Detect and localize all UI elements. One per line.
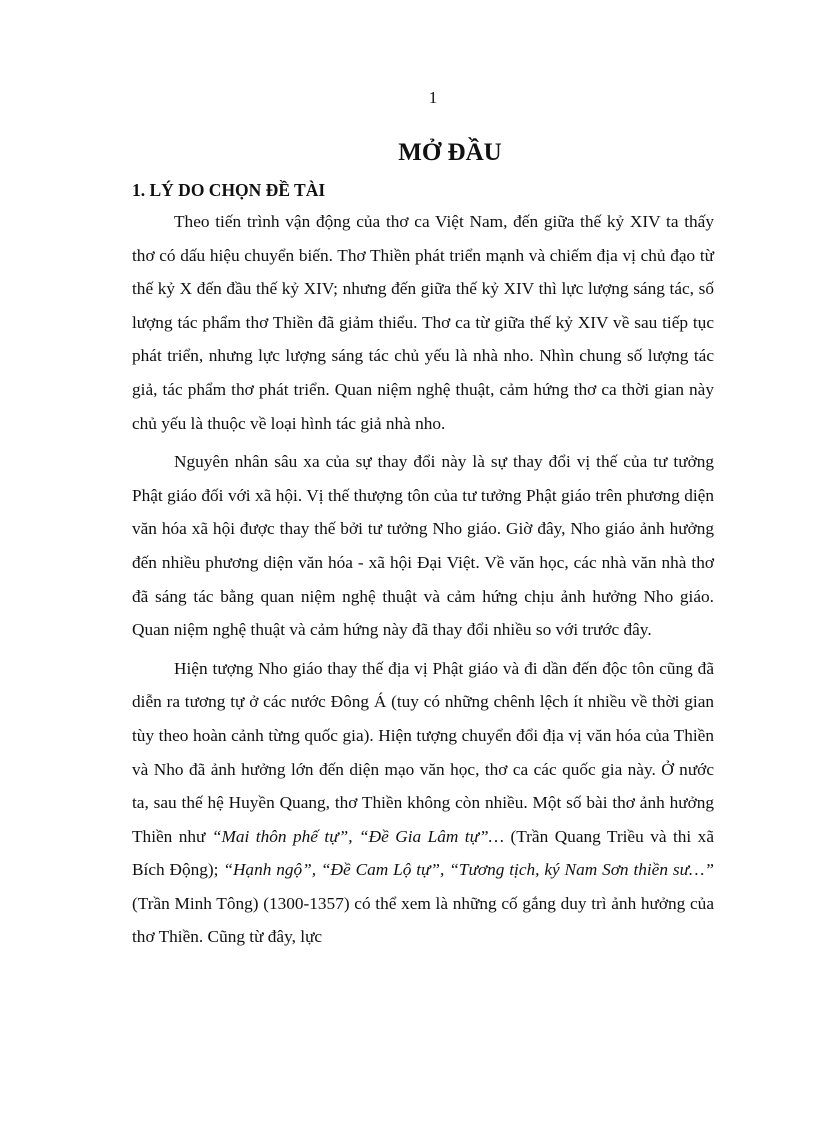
paragraph-3-text-2: (Trần Quang Triều và thi xã Bích Động); [132,826,714,880]
paragraph-3 [132,652,714,954]
document-title: MỞ ĐẦU [398,139,502,166]
paragraph-3-text-1: Hiện tượng Nho giáo thay thế địa vị Phật giáo và đi dần đến độc tôn cũng đã diễn ra tương tự ở các nước Đông Á (tuy có những chênh lệch ít nhiều về thời gian tùy theo hoàn cảnh từng quốc gia). Hiện tượng chuyển đổi địa vị văn hóa của Thiền và Nho đã ảnh hưởng lớn đến diện mạo văn học, thơ ca các quốc gia này. Ở nước ta, sau thế hệ Huyền Quang, thơ Thiền không còn nhiều. Một số bài thơ ảnh hưởng Thiền như [132,658,714,846]
page-number: 1 [428,88,438,107]
poem-titles-2: “Hạnh ngộ”, “Đề Cam Lộ tự”, “Tương tịch, ký Nam Sơn thiền sư…” [223,860,714,880]
poem-titles-1: “Mai thôn phế tự”, “Đề Gia Lâm tự”… [211,826,505,846]
section-heading: 1. LÝ DO CHỌN ĐỀ TÀI [132,180,326,200]
paragraph-3-text-3: (Trần Minh Tông) (1300-1357) có thể xem là những cố gắng duy trì ảnh hưởng của thơ Thiền. Cũng từ đây, lực [132,893,714,947]
paragraph-1: Theo tiến trình vận động của thơ ca Việt Nam, đến giữa thế kỷ XIV ta thấy thơ có dấu hiệu chuyển biến. Thơ Thiền phát triển mạnh và chiếm địa vị chủ đạo từ thế kỷ X đến đầu thế kỷ XIV; nhưng đến giữa thế kỷ XIV thì lực lượng sáng tác, số lượng tác phẩm thơ Thiền đã giảm thiểu. Thơ ca từ giữa thế kỷ XIV về sau tiếp tục phát triển, nhưng lực lượng sáng tác chủ yếu là nhà nho. Nhìn chung số lượng tác giả, tác phẩm thơ phát triển. Quan niệm nghệ thuật, cảm hứng thơ ca thời gian này chủ yếu là thuộc về loại hình tác giả nhà nho. [132,212,714,433]
body-text [132,205,714,954]
paragraph-2: Nguyên nhân sâu xa của sự thay đổi này là sự thay đổi vị thế của tư tưởng Phật giáo đối với xã hội. Vị thế thượng tôn của tư tưởng Phật giáo trên phương diện văn hóa xã hội được thay thế bởi tư tưởng Nho giáo. Giờ đây, Nho giáo ảnh hưởng đến nhiều phương diện văn hóa - xã hội Đại Việt. Về văn học, các nhà văn nhà thơ đã sáng tác bằng quan niệm nghệ thuật và cảm hứng chịu ảnh hưởng Nho giáo. Quan niệm nghệ thuật và cảm hứng này đã thay đổi nhiều so với trước đây. [132,452,714,640]
